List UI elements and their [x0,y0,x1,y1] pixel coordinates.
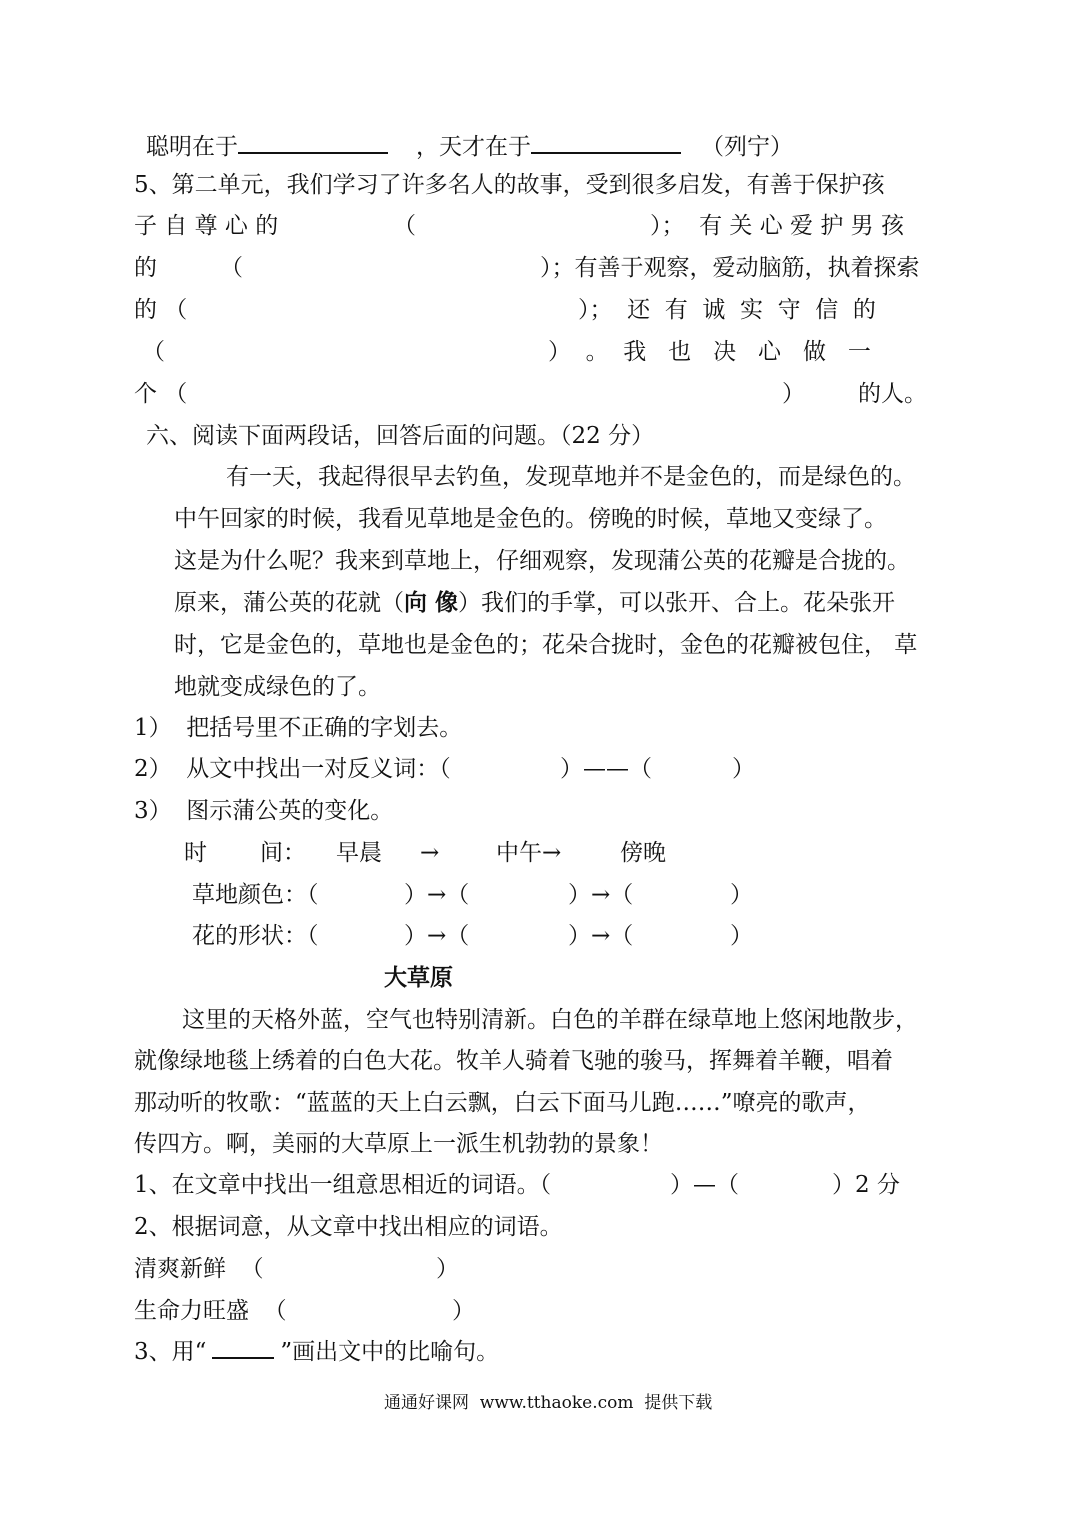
arrow-icon: → [420,840,440,866]
bracket-close: ） [732,756,755,782]
question-5-line: 5、第二单元，我们学习了许多名人的故事，受到很多启发，有善于保护孩 [134,172,885,198]
text: 的 （ [134,297,188,323]
question-3 [134,1337,499,1367]
text: ）→（ [404,923,470,949]
text: 原来，蒲公英的花就（ [174,590,404,616]
footer-text: 通通好课网 www.tthaoke.com 提供下载 [384,1393,713,1413]
text: ）—（ [670,1172,739,1198]
underline-sample [212,1337,274,1359]
text: ）→（ [568,923,634,949]
text: ）我们的手掌，可以张开、合上。花朵张开 [458,590,896,616]
bracket-close: ） [436,1256,459,1282]
definition-1: 清爽新鲜 （ [134,1256,264,1282]
question-2: 2） 从文中找出一对反义词：（ [134,756,451,782]
question-5-line [134,211,278,241]
passage-1-line: 这是为什么呢？我来到草地上，仔细观察，发现蒲公英的花瓣是合拢的。 [174,548,910,574]
grass-color-label: 草地颜色：（ [192,882,319,908]
definition-2: 生命力旺盛 （ [134,1298,287,1324]
bracket-close-text: ）； 有 关 心 爱 护 男 孩 [650,213,904,239]
text: ）；有善于观察，爱动脑筋，执着探索 [540,255,920,281]
passage-1-line [174,588,895,618]
bracket-close: ） [782,381,805,407]
passage-1-line: 中午回家的时候，我看见草地是金色的。傍晚的时候，草地又变绿了。 [174,506,887,532]
text: 子 自 尊 心 的 [134,213,279,239]
bracket-open: （ [220,255,243,281]
text: ，天才在于 [416,134,531,160]
section-heading: 六、阅读下面两段话，回答后面的问题。（22 分） [146,423,655,449]
bracket-close: ） [452,1298,475,1324]
text: ） 。 我 也 决 心 做 一 [548,339,871,365]
question-3: 3） 图示蒲公英的变化。 [134,798,394,824]
bracket-close: ） [730,923,753,949]
time-label: 时 [184,840,207,866]
choice-words[interactable]: 向 像 [404,590,459,616]
text: （列宁） [701,134,793,160]
bracket-close: ） [730,882,753,908]
passage-title: 大草原 [384,965,453,991]
text: ）2 分 [832,1172,900,1198]
blank-2[interactable] [531,128,681,154]
question-1: 1） 把括号里不正确的字划去。 [134,715,463,741]
passage-1-line: 有一天，我起得很早去钓鱼，发现草地并不是金色的，而是绿色的。 [226,464,916,490]
bracket-open: （ [393,213,416,239]
text: 的人。 [858,381,927,407]
time-evening: 傍晚 [620,840,666,866]
passage-1-line: 时，它是金色的，草地也是金色的；花朵合拢时，金色的花瓣被包住， 草 [174,632,918,658]
time-noon: 中午→ [496,840,562,866]
text: 个 （ [134,381,188,407]
text: ）——（ [560,756,652,782]
flower-shape-label: 花的形状：（ [192,923,319,949]
time-morning: 早晨 [336,840,382,866]
fill-line-1 [146,128,793,162]
text: 聪明在于 [146,134,238,160]
passage-2-line: 这里的天格外蓝，空气也特别清新。白色的羊群在绿草地上悠闲地散步， [182,1007,918,1033]
passage-2-line: 就像绿地毯上绣着的白色大花。牧羊人骑着飞驰的骏马，挥舞着羊鞭，唱着 [134,1048,893,1074]
text: ）； 还 有 诚 实 守 信 的 [578,297,876,323]
text: ”画出文中的比喻句。 [280,1339,500,1365]
text: ）→（ [568,882,634,908]
text: 3、用“ [134,1339,207,1365]
text: 的 [134,255,157,281]
passage-1-line: 地就变成绿色的了。 [174,674,381,700]
text: ）→（ [404,882,470,908]
passage-2-line: 传四方。啊，美丽的大草原上一派生机勃勃的景象！ [134,1131,663,1157]
time-label: 间： [260,840,306,866]
passage-2-line: 那动听的牧歌：“蓝蓝的天上白云飘，白云下面马儿跑……”嘹亮的歌声， [134,1090,871,1116]
blank-1[interactable] [238,128,388,154]
question-2: 2、根据词意，从文章中找出相应的词语。 [134,1214,563,1240]
bracket-open: （ [142,339,165,365]
question-1: 1、在文章中找出一组意思相近的词语。（ [134,1172,552,1198]
